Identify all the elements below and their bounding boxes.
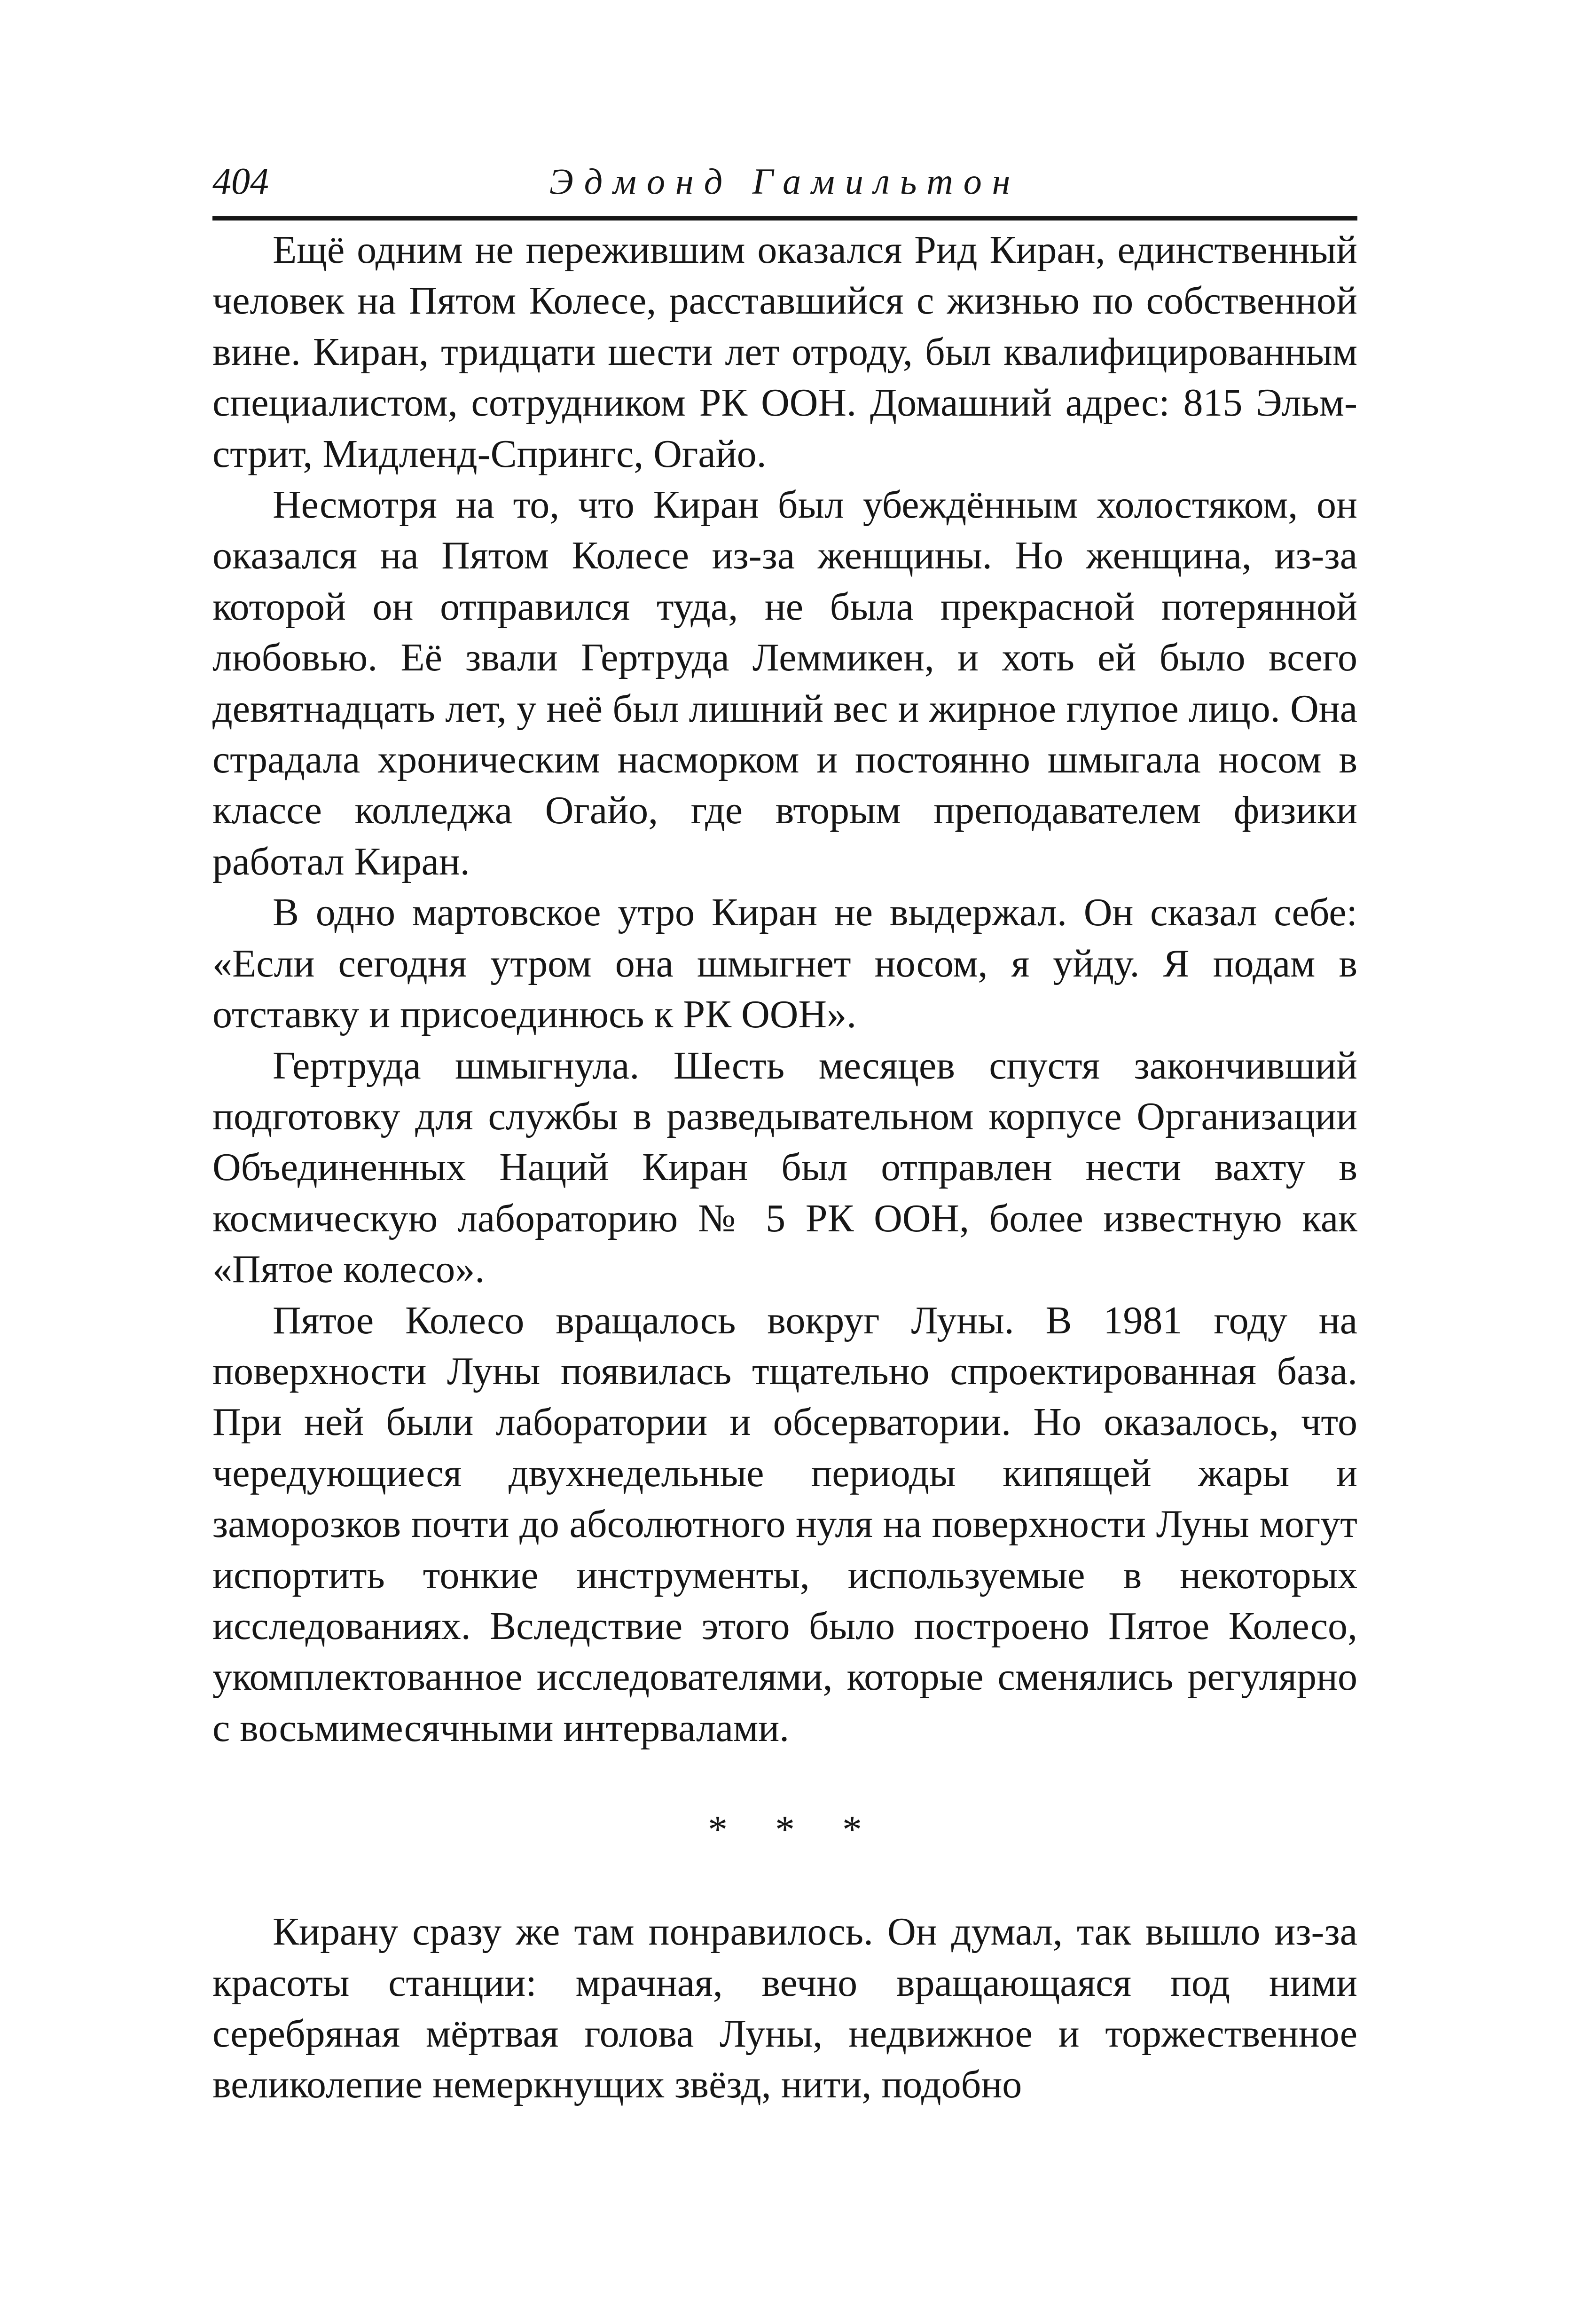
page-header bbox=[212, 158, 1357, 214]
paragraph: Кирану сразу же там понравилось. Он думал, так вышло из-за красоты станции: мрачная, вечно вращающаяся под ними серебряная мёртвая голова Луны, недвижное и торжественное великолепие немеркнущих звёзд, нити, подобно bbox=[212, 1910, 1357, 2107]
page-number: 404 bbox=[212, 161, 269, 202]
running-title: Эдмонд Гамильтон bbox=[549, 161, 1021, 202]
header-rule bbox=[212, 216, 1357, 221]
section-separator bbox=[212, 1754, 1357, 1906]
paragraph: Ещё одним не пережившим оказался Рид Киран, единственный человек на Пятом Колесе, расставшийся с жизнью по собственной вине. Киран, тридцати шести лет отроду, был квалифицированным специалистом, сотрудником РК ООН. Домашний адрес: 815 Эльм-стрит, Мидленд-Спрингс, Огайо. bbox=[212, 228, 1357, 476]
paragraph: В одно мартовское утро Киран не выдержал. Он сказал себе: «Если сегодня утром она шмыгнет носом, я уйду. Я подам в отставку и присоединюсь к РК ООН». bbox=[212, 890, 1357, 1037]
body-text bbox=[212, 225, 1357, 2111]
separator-asterisk: * bbox=[708, 1808, 728, 1852]
paragraph: Гертруда шмыгнула. Шесть месяцев спустя закончивший подготовку для службы в разведывательном корпусе Организации Объединенных Наций Киран был отправлен нести вахту в космическую лабораторию № 5 РК ООН, более известную как «Пятое колесо». bbox=[212, 1043, 1357, 1292]
paragraph: Пятое Колесо вращалось вокруг Луны. В 1981 году на поверхности Луны появилась тщательно спроектированная база. При ней были лаборатории и обсерватории. Но оказалось, что чередующиеся двухнедельные периоды кипящей жары и заморозков почти до абсолютного нуля на поверхности Луны могут испортить тонкие инструменты, используемые в некоторых исследованиях. Вследствие этого было построено Пятое Колесо, укомплектованное исследователями, которые сменялись регулярно с восьмимесячными интервалами. bbox=[212, 1298, 1357, 1750]
separator-asterisk: * bbox=[775, 1808, 795, 1852]
paragraph: Несмотря на то, что Киран был убеждённым холостяком, он оказался на Пятом Колесе из-за женщины. Но женщина, из-за которой он отправился туда, не была прекрасной потерянной любовью. Её звали Гертруда Леммикен, и хоть ей было всего девятнадцать лет, у неё был лишний вес и жирное глупое лицо. Она страдала хроническим насморком и постоянно шмыгала носом в классе колледжа Огайо, где вторым преподавателем физики работал Киран. bbox=[212, 483, 1357, 883]
separator-asterisk: * bbox=[842, 1808, 862, 1852]
